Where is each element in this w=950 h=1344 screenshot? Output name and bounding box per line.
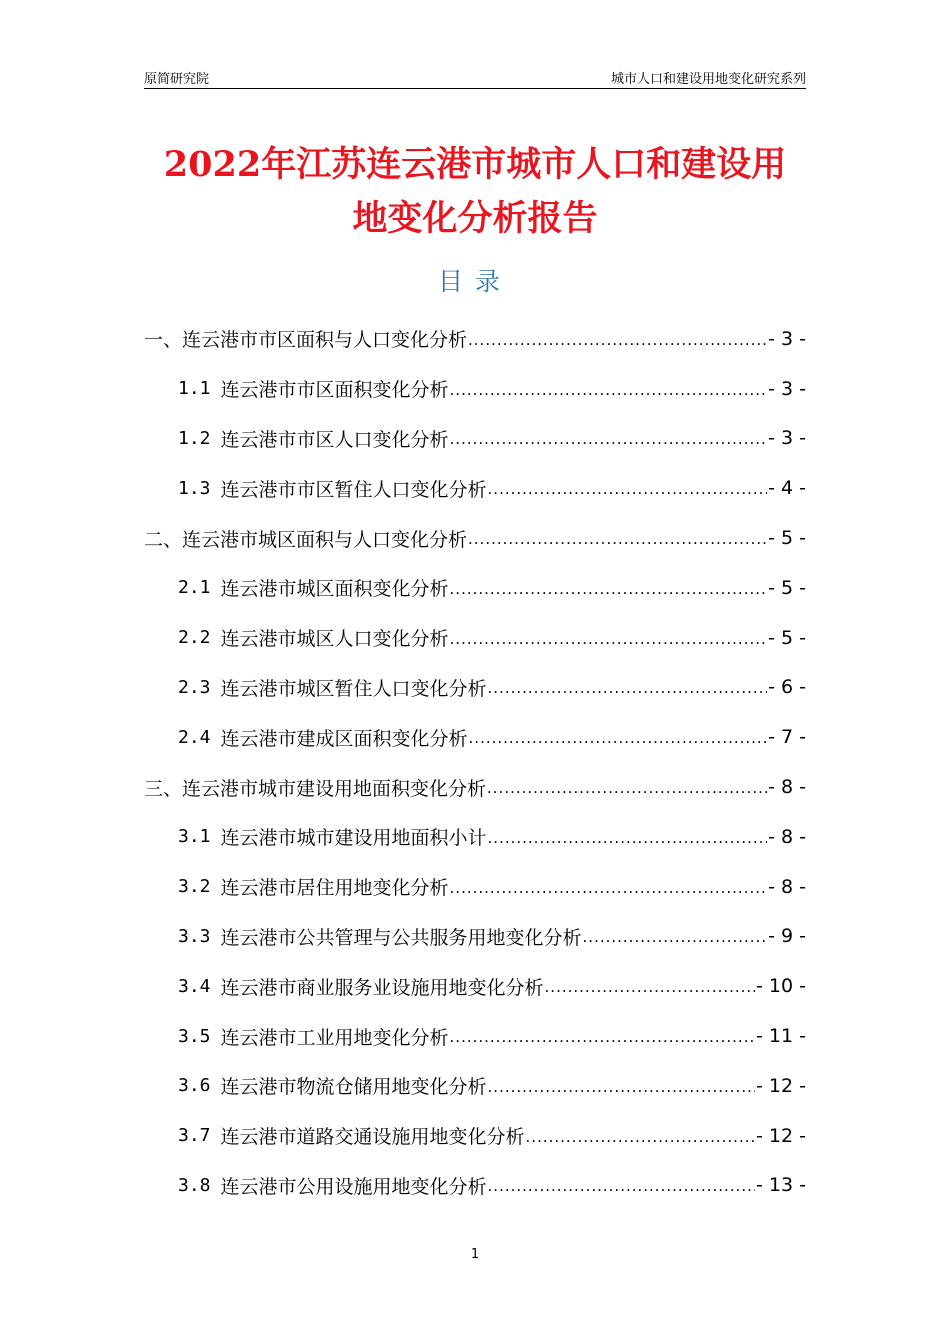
toc-dot-leader — [488, 827, 768, 847]
toc-entry[interactable] — [144, 912, 806, 962]
toc-dot-leader — [583, 926, 768, 946]
toc-entry-page: - 4 - — [768, 477, 806, 500]
toc-dot-leader — [450, 628, 768, 648]
toc-entry-label: 连云港市物流仓储用地变化分析 — [220, 1076, 487, 1099]
toc-entry[interactable] — [144, 1061, 806, 1111]
toc-entry-number: 2.1 — [178, 577, 211, 599]
toc-entry[interactable] — [144, 862, 806, 912]
toc-entry-page: - 8 - — [768, 825, 806, 848]
toc-entry-page: - 3 - — [768, 377, 806, 400]
toc-entry-label: 连云港市商业服务业设施用地变化分析 — [220, 976, 544, 999]
title-line-1: 2022年江苏连云港市城市人口和建设用 — [163, 144, 787, 185]
toc-entry-page: - 11 - — [756, 1025, 806, 1048]
header-series: 城市人口和建设用地变化研究系列 — [610, 72, 806, 87]
toc-entry[interactable] — [144, 513, 806, 563]
toc-entry-page: - 8 - — [768, 776, 806, 799]
toc-entry-number: 3.4 — [178, 975, 211, 997]
toc-entry-page: - 7 - — [768, 726, 806, 749]
toc-entry-label: 连云港市城区人口变化分析 — [220, 628, 449, 651]
toc-entry-number: 2.3 — [178, 676, 211, 698]
title-line-2: 地变化分析报告 — [352, 198, 598, 239]
toc-entry[interactable] — [144, 1111, 806, 1161]
page-header — [144, 66, 806, 89]
header-publisher: 原简研究院 — [144, 72, 210, 87]
toc-entry[interactable] — [144, 314, 806, 364]
toc-entry[interactable] — [144, 663, 806, 713]
toc-entry-page: - 3 - — [768, 327, 806, 350]
toc-heading: 目录 — [437, 267, 512, 296]
toc-entry-number: 2.4 — [178, 726, 211, 748]
toc-dot-leader — [450, 578, 768, 598]
toc-dot-leader — [469, 727, 768, 747]
toc-entry[interactable] — [144, 613, 806, 663]
toc-entry-label: 连云港市居住用地变化分析 — [220, 877, 449, 900]
toc-entry-number: 1.1 — [178, 378, 211, 400]
toc-entry-label: 连云港市城区面积变化分析 — [220, 578, 449, 601]
toc-entry-label: 连云港市城市建设用地面积小计 — [220, 827, 487, 850]
toc-dot-leader — [488, 1175, 756, 1195]
toc-entry-label: 连云港市道路交通设施用地变化分析 — [220, 1126, 525, 1149]
toc-entry-number: 1.2 — [178, 427, 211, 449]
toc-entry[interactable] — [144, 762, 806, 812]
table-of-contents — [144, 314, 806, 1210]
toc-entry-page: - 9 - — [768, 925, 806, 948]
toc-entry-page: - 13 - — [756, 1174, 806, 1197]
toc-entry[interactable] — [144, 414, 806, 464]
toc-entry-label: 连云港市市区人口变化分析 — [220, 428, 449, 451]
toc-entry-page: - 8 - — [768, 875, 806, 898]
toc-entry-page: - 5 - — [768, 576, 806, 599]
toc-entry[interactable] — [144, 1011, 806, 1061]
toc-entry-number: 3.3 — [178, 925, 211, 947]
toc-dot-leader — [488, 478, 768, 498]
toc-entry[interactable] — [144, 961, 806, 1011]
toc-dot-leader — [487, 777, 767, 797]
document-title — [100, 138, 850, 246]
page-number: 1 — [470, 1247, 480, 1262]
toc-dot-leader — [545, 976, 756, 996]
toc-entry-label: 连云港市公用设施用地变化分析 — [220, 1175, 487, 1198]
toc-entry[interactable] — [144, 812, 806, 862]
toc-entry-page: - 12 - — [756, 1124, 806, 1147]
toc-entry-label: 连云港市建成区面积变化分析 — [220, 727, 468, 750]
toc-entry-label: 连云港市市区面积变化分析 — [220, 379, 449, 402]
toc-entry-number: 3.8 — [178, 1174, 211, 1196]
toc-dot-leader — [468, 329, 767, 349]
toc-entry-number: 3.6 — [178, 1075, 211, 1097]
toc-dot-leader — [488, 1076, 756, 1096]
toc-entry-label: 三、连云港市城市建设用地面积变化分析 — [144, 777, 487, 800]
toc-entry-number: 1.3 — [178, 477, 211, 499]
toc-entry-page: - 10 - — [756, 975, 806, 998]
toc-entry-label: 连云港市市区暂住人口变化分析 — [220, 478, 487, 501]
toc-entry-label: 一、连云港市市区面积与人口变化分析 — [144, 329, 468, 352]
toc-entry[interactable] — [144, 364, 806, 414]
toc-entry-number: 3.2 — [178, 876, 211, 898]
toc-entry-label: 连云港市工业用地变化分析 — [220, 1026, 449, 1049]
toc-entry-page: - 6 - — [768, 676, 806, 699]
toc-entry-page: - 5 - — [768, 626, 806, 649]
toc-entry[interactable] — [144, 463, 806, 513]
toc-entry[interactable] — [144, 563, 806, 613]
toc-dot-leader — [488, 677, 768, 697]
toc-entry-number: 3.5 — [178, 1025, 211, 1047]
toc-dot-leader — [450, 1026, 756, 1046]
toc-entry-label: 连云港市公共管理与公共服务用地变化分析 — [220, 926, 582, 949]
toc-dot-leader — [468, 528, 767, 548]
toc-entry-page: - 12 - — [756, 1074, 806, 1097]
toc-entry[interactable] — [144, 1161, 806, 1211]
toc-entry-number: 3.7 — [178, 1125, 211, 1147]
toc-dot-leader — [450, 428, 768, 448]
toc-entry-number: 3.1 — [178, 826, 211, 848]
toc-entry-number: 2.2 — [178, 627, 211, 649]
toc-entry-label: 连云港市城区暂住人口变化分析 — [220, 677, 487, 700]
toc-dot-leader — [450, 877, 768, 897]
toc-entry-page: - 5 - — [768, 527, 806, 550]
toc-entry-page: - 3 - — [768, 427, 806, 450]
toc-dot-leader — [450, 379, 768, 399]
toc-dot-leader — [526, 1126, 756, 1146]
toc-entry[interactable] — [144, 712, 806, 762]
toc-entry-label: 二、连云港市城区面积与人口变化分析 — [144, 528, 468, 551]
